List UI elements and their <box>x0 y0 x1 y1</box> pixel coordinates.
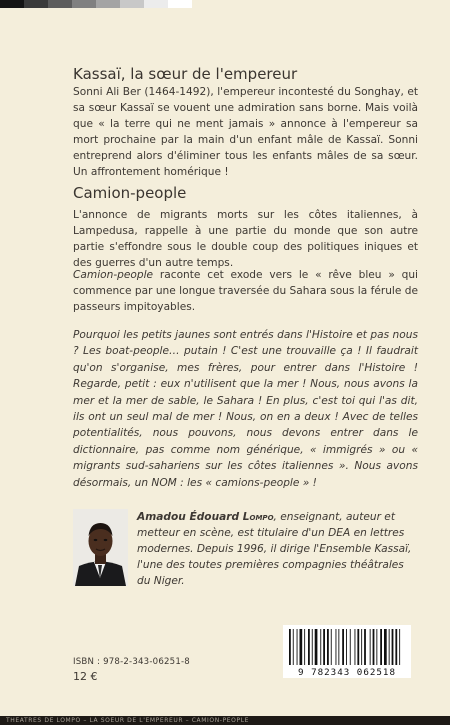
barcode-bar <box>389 629 390 665</box>
color-swatch <box>72 0 96 8</box>
play-title: Camion-people <box>73 269 154 281</box>
barcode-bar <box>331 629 332 665</box>
synopsis-camion-people-2 <box>73 267 418 315</box>
color-swatch <box>24 0 48 8</box>
barcode-bar <box>300 629 303 665</box>
barcode-bar <box>293 629 294 665</box>
barcode-bar <box>308 629 310 665</box>
barcode-bar <box>323 629 325 665</box>
author-name: Amadou Édouard Lompo <box>137 511 274 523</box>
author-bio <box>137 509 419 589</box>
spine-title: THEATRES DE LOMPO – LA SOEUR DE L'EMPEREUR – CAMION-PEOPLE <box>6 717 250 724</box>
author-bio-text: , enseignant, auteur et metteur en scène, est titulaire d'un DEA en lettres modernes. Depuis 1996, il dirige l'Ensemble Kassaï, l'une des toutes premières compagnies théâtrales du Niger. <box>137 511 412 587</box>
barcode-bar <box>355 629 356 665</box>
barcode <box>283 625 411 678</box>
barcode-bar <box>304 629 305 665</box>
barcode-bar <box>376 629 377 665</box>
section-title-camion-people: Camion-people <box>73 184 187 202</box>
color-swatch <box>96 0 120 8</box>
synopsis-camion-people-1: L'annonce de migrants morts sur les côtes italiennes, à Lampedusa, rappelle à une partie du monde que son autre partie s'effondre sous le double coup des politiques iniques et des guerres d'un autre temps. <box>73 209 418 269</box>
barcode-bar <box>289 629 291 665</box>
section-title-kassai: Kassaï, la sœur de l'empereur <box>73 65 298 83</box>
isbn: ISBN : 978-2-343-06251-8 <box>73 657 190 667</box>
barcode-bar <box>342 629 344 665</box>
barcode-bar <box>384 629 387 665</box>
barcode-bar <box>297 629 298 665</box>
barcode-bar <box>327 629 329 665</box>
color-swatch <box>0 0 24 8</box>
color-calibration-strip <box>0 0 192 8</box>
barcode-bar <box>315 629 318 665</box>
barcode-bar <box>320 629 321 665</box>
barcode-bar <box>373 629 375 665</box>
barcode-bar <box>338 629 339 665</box>
color-swatch <box>120 0 144 8</box>
barcode-bar <box>346 629 347 665</box>
barcode-bar <box>364 629 366 665</box>
barcode-bar <box>357 629 359 665</box>
color-swatch <box>48 0 72 8</box>
barcode-digits: 9 782343 062518 <box>298 667 396 678</box>
barcode-bar <box>392 629 394 665</box>
author-photo <box>73 509 128 586</box>
barcode-bar <box>361 629 362 665</box>
barcode-bar <box>350 629 351 665</box>
barcode-bar <box>312 629 313 665</box>
color-swatch <box>144 0 168 8</box>
barcode-bar <box>395 629 397 665</box>
color-swatch <box>168 0 192 8</box>
price: 12 € <box>73 670 98 683</box>
barcode-bar <box>380 629 382 665</box>
synopsis-kassai: Sonni Ali Ber (1464-1492), l'empereur incontesté du Songhay, et sa sœur Kassaï se vouent une admiration sans borne. Mais voilà que « la terre qui ne ment jamais » annonce à l'empereur sa mort prochaine par la main d'un enfant mâle de Kassaï. Sonni entreprend alors d'éliminer tous les enfants mâles de sa sœur. Un affrontement homérique ! <box>73 86 418 178</box>
barcode-bar <box>336 629 337 665</box>
barcode-bar <box>399 629 400 665</box>
synopsis-text: raconte cet exode vers le « rêve bleu » qui commence par une longue traversée du Sahara sous la férule de passeurs impitoyables. <box>73 269 418 313</box>
barcode-bar <box>370 629 371 665</box>
excerpt-quote: Pourquoi les petits jaunes sont entrés dans l'Histoire et pas nous ? Les boat-people… putain ! C'est une trouvaille ça ! Il faudrait qu'on s'organise, mes frères, pour entrer dans l'Histoire ! Regarde, petit : eux n'utilisent que la mer ! Nous, nous avons la mer et la mer de sable, le Sahara ! En plus, c'est toi qui l'as dit, ils ont un seul mal de mer ! Nous, on en a deux ! Avec de telles potentialités, nous pouvons, nous devons entrer dans le dictionnaire, pas comme nom générique, « immigrés » ou « migrants sud-sahariens sur les côtes italiennes ». Nous avons désormais, un NOM : les « camions-people » ! <box>73 329 418 489</box>
